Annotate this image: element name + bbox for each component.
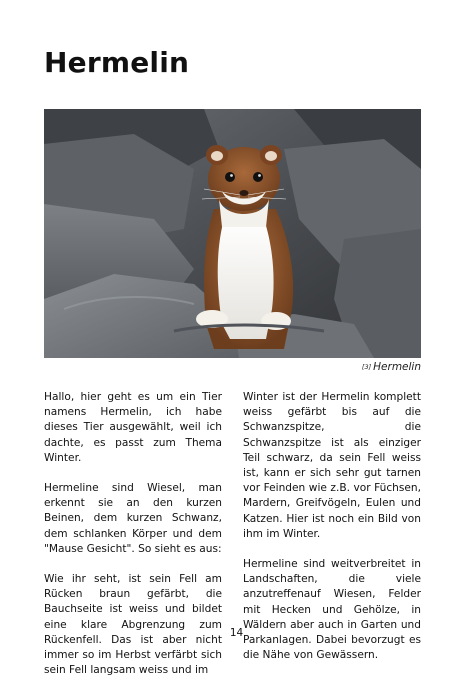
page-title: Hermelin — [44, 46, 190, 79]
paragraph-winter: Winter ist der Hermelin komplett weiss gefärbt bis auf die Schwanzspitze, die Schwanzspitze ist als einziger Teil schwarz, da sein Fell weiss ist, kann er sich sehr gut tarnen vor Feinden wie z.B. vor Füchsen, Mardern, Greifvögeln, Eulen und Katzen. Hier ist noch ein Bild von ihm im Winter. — [243, 391, 421, 540]
paragraph-description: Hermeline sind Wiesel, man erkennt sie an den kurzen Beinen, dem kurzen Schwanz, dem schlanken Körper und dem "Mause Gesicht". So sieht es aus: — [44, 482, 222, 555]
caption-reference: [3] — [361, 363, 372, 371]
left-text-column — [44, 390, 222, 693]
page-number: 14 — [229, 627, 244, 639]
ermine-photo — [44, 109, 421, 358]
paragraph-fur: Wie ihr seht, ist sein Fell am Rücken braun gefärbt, die Bauchseite ist weiss und bildet eine klare Abgrenzung zum Rückenfell. Das ist aber nicht immer so im Herbst verfärbt sich sein Fell langsam weiss und im — [44, 573, 222, 677]
caption-text: Hermelin — [373, 361, 421, 373]
photo-caption — [362, 361, 421, 373]
paragraph-habitat: Hermeline sind weitverbreitet in Landschaften, die viele anzutreffenauf Wiesen, Felder mit Hecken und Gehölze, in Wäldern aber auch in Garten und Parkanlagen. Dabei bevorzugt es die Nähe von Gewässern. — [243, 558, 421, 662]
paragraph-intro: Hallo, hier geht es um ein Tier namens Hermelin, ich habe dieses Tier ausgewählt, weil ich dachte, es passt zum Thema Winter. — [44, 391, 222, 464]
